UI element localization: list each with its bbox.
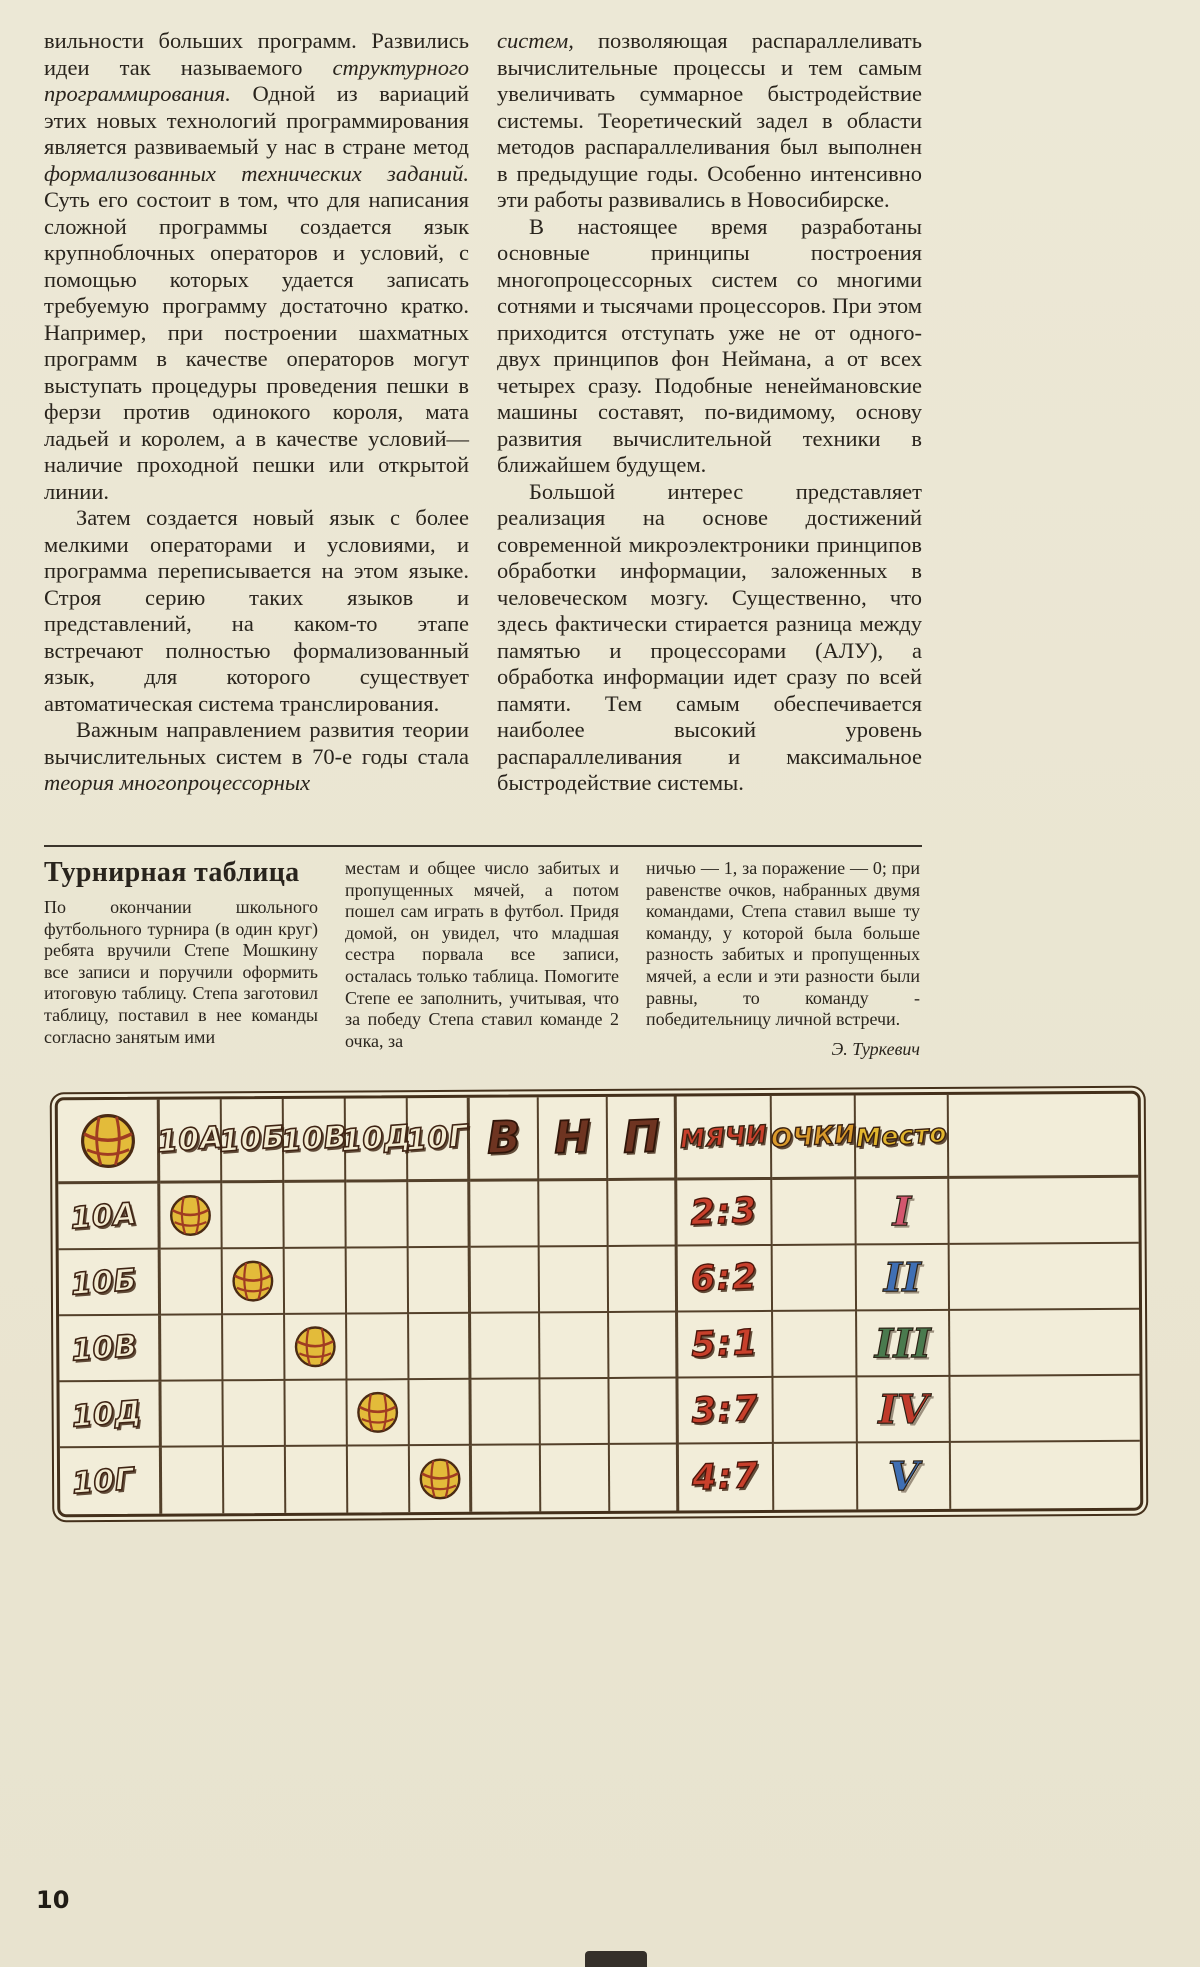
place-cell: [857, 1311, 950, 1378]
result-cell: [471, 1313, 540, 1379]
team-row-label: 10Д: [70, 1393, 143, 1435]
puzzle-author: Э. Туркевич: [831, 1038, 920, 1059]
match-cell: [285, 1249, 347, 1315]
puzzle-title: Турнирная таблица: [44, 857, 300, 888]
team-row-label-cell: [59, 1382, 161, 1449]
puzzle-column-2-text: [345, 858, 619, 1052]
football-icon: [231, 1259, 275, 1303]
result-cell: [609, 1379, 678, 1445]
points-cell: [772, 1179, 856, 1246]
result-cell: [610, 1445, 679, 1511]
table-header-result: [539, 1097, 609, 1181]
match-cell: [346, 1182, 408, 1248]
result-cell: [472, 1445, 541, 1511]
match-cell: [409, 1314, 471, 1380]
team-row-label: 10Б: [69, 1262, 139, 1302]
result-cell: [471, 1379, 540, 1445]
match-cell: [161, 1249, 223, 1315]
match-cell: [347, 1314, 409, 1380]
team-row-label-cell: [58, 1184, 160, 1251]
team-header-label: 10Д: [339, 1118, 413, 1159]
goals-value: 4:7: [691, 1455, 760, 1499]
table-header-team: [339, 1098, 413, 1182]
result-cell: [471, 1247, 540, 1313]
empty-cell: [950, 1376, 1139, 1443]
match-cell: [409, 1380, 471, 1446]
place-value: II: [883, 1253, 922, 1301]
points-cell: [774, 1443, 858, 1510]
puzzle-column-2: [345, 858, 619, 1060]
table-corner-cell: [58, 1100, 161, 1185]
paragraph: систем, позволяющая распараллеливать вычислительные процессы и тем самым увеличивать суммарное быстродействие системы. Теоретический задел в области методов распараллеливания был выполнен в предыдущие годы. Особенно интенсивно эти работы развивались в Новосибирске.: [497, 28, 922, 212]
paragraph: вильности больших программ. Развились идеи так называемого структурного программирования. Одной из вариаций этих новых технологий программирования является развиваемый у нас в стране метод формализованных технических заданий. Суть его состоит в том, что для написания сложной программы создается язык крупноблочных операторов и условий, с помощью которых удается записать требуемую программу достаточно кратко. Например, при построении шахматных программ в качестве операторов могут выступать процедуры проведения пешки в ферзи против одинокого короля, мата ладьей и королем, а в качестве условий—наличие проходной пешки или открытой линии.: [44, 28, 469, 504]
points-cell: [773, 1377, 857, 1444]
goals-cell: [678, 1378, 773, 1445]
table-header-team: [279, 1099, 349, 1183]
table-header-team: [405, 1098, 471, 1182]
football-icon: [417, 1457, 461, 1501]
match-cell: [223, 1315, 285, 1381]
empty-cell: [951, 1442, 1140, 1509]
match-cell: [347, 1248, 409, 1314]
result-cell: [540, 1313, 609, 1379]
table-header-team: [217, 1099, 287, 1183]
match-cell: [348, 1446, 410, 1512]
stat-header-label: МЯЧИ: [679, 1119, 768, 1154]
match-cell: [224, 1447, 286, 1513]
puzzle-column-3: [646, 858, 920, 1060]
tournament-table: [55, 1091, 1144, 1518]
match-cell: [162, 1447, 224, 1513]
result-header-label: П: [621, 1111, 661, 1164]
points-cell: [773, 1245, 857, 1312]
article-right-column: [497, 28, 922, 797]
match-cell: [286, 1447, 348, 1513]
table-header-result: [470, 1097, 540, 1181]
puzzle-section: [44, 858, 922, 1060]
match-cell: [285, 1315, 347, 1381]
team-row-label-cell: [60, 1448, 162, 1515]
empty-cell: [949, 1178, 1138, 1245]
table-header-stat: [769, 1095, 857, 1180]
place-value: V: [887, 1452, 920, 1500]
team-header-label: 10Б: [217, 1119, 287, 1160]
football-icon: [356, 1390, 400, 1434]
paragraph: местам и общее число забитых и пропущенных мячей, а потом пошел сам играть в футбол. Придя домой, он увидел, что младшая сестра порвала все записи, осталась только таблица. Помогите Степе ее заполнить, учитывая, что за победу Степа ставил команде 2 очка, за: [345, 858, 619, 1051]
result-cell: [541, 1445, 610, 1511]
table-header-empty: [949, 1094, 1139, 1179]
match-cell: [284, 1183, 346, 1249]
team-header-label: 10А: [155, 1120, 225, 1160]
table-header-stat: [856, 1095, 950, 1180]
match-cell: [285, 1381, 347, 1447]
result-header-label: В: [485, 1111, 522, 1165]
goals-value: 5:1: [690, 1322, 760, 1366]
puzzle-column-1: [44, 858, 318, 1060]
article-left-column: [44, 28, 469, 797]
match-cell: [347, 1380, 409, 1446]
puzzle-column-3-text: [646, 858, 920, 1031]
match-cell: [160, 1183, 222, 1249]
article-top: [44, 28, 922, 797]
place-cell: [858, 1443, 951, 1510]
place-value: I: [892, 1187, 912, 1235]
match-cell: [223, 1249, 285, 1315]
team-row-label: 10Г: [70, 1461, 136, 1501]
points-cell: [773, 1311, 857, 1378]
result-cell: [609, 1313, 678, 1379]
football-icon: [168, 1193, 212, 1237]
team-row-label: 10А: [69, 1196, 139, 1236]
team-header-label: 10Г: [405, 1118, 470, 1159]
puzzle-column-1-text: [44, 897, 318, 1048]
goals-cell: [678, 1312, 773, 1379]
result-header-label: Н: [553, 1111, 592, 1164]
match-cell: [222, 1183, 284, 1249]
team-row-label-cell: [59, 1250, 161, 1317]
goals-value: 2:3: [689, 1190, 759, 1234]
match-cell: [410, 1446, 472, 1512]
result-cell: [609, 1247, 678, 1313]
empty-cell: [950, 1310, 1139, 1377]
tournament-table-illustration: [55, 1091, 1144, 1518]
paragraph: ничью — 1, за поражение — 0; при равенстве очков, набранных двумя командами, Степа ставил выше ту команду, у которой была больше разность забитых и пропущенных мячей, а если и эти разности были равны, то команду - победительницу личной встречи.: [646, 858, 920, 1030]
table-header-stat: [677, 1096, 773, 1181]
result-cell: [608, 1181, 677, 1247]
place-cell: [857, 1245, 950, 1312]
paragraph: Важным направлением развития теории вычислительных систем в 70-е годы стала теория многопроцессорных: [44, 717, 469, 795]
place-cell: [857, 1377, 950, 1444]
team-header-label: 10В: [279, 1119, 349, 1160]
place-value: III: [874, 1319, 931, 1367]
stat-header-label: Место: [855, 1118, 948, 1153]
match-cell: [161, 1315, 223, 1381]
scan-artifact: [585, 1951, 647, 1967]
paragraph: В настоящее время разработаны основные принципы построения многопроцессорных систем со многими сотнями и тысячами процессоров. При этом приходится отступать уже не от одного-двух принципов фон Неймана, а от всех четырех сразу. Подобные ненеймановские машины составят, по-видимому, основу развития вычислительной техники в ближайшем будущем.: [497, 213, 922, 477]
team-row-label-cell: [59, 1316, 161, 1383]
paragraph: По окончании школьного футбольного турнира (в один круг) ребята вручили Степе Мошкину все записи и поручили оформить итоговую таблицу. Степа заготовил таблицу, поставил в нее команды согласно занятым ими: [44, 897, 318, 1047]
empty-cell: [950, 1244, 1139, 1311]
result-cell: [539, 1181, 608, 1247]
page-number: 10: [36, 1886, 70, 1914]
goals-cell: [679, 1444, 774, 1511]
match-cell: [223, 1381, 285, 1447]
table-header-team: [155, 1099, 225, 1183]
place-cell: [856, 1179, 949, 1246]
match-cell: [409, 1248, 471, 1314]
table-header-result: [608, 1097, 678, 1181]
paragraph: Затем создается новый язык с более мелкими операторами и условиями, и программа переписывается на этом языке. Строя серию таких языков и представлений, на каком-то этапе встречают полностью формализованный язык, для которого существует автоматическая система транслирования.: [44, 505, 469, 716]
football-icon: [78, 1111, 136, 1169]
goals-cell: [678, 1246, 773, 1313]
result-cell: [540, 1247, 609, 1313]
section-divider: [44, 845, 922, 847]
place-value: IV: [878, 1385, 929, 1433]
goals-value: 6:2: [689, 1256, 759, 1300]
stat-header-label: ОЧКИ: [769, 1119, 857, 1154]
match-cell: [161, 1381, 223, 1447]
goals-cell: [677, 1180, 772, 1247]
goals-value: 3:7: [690, 1388, 760, 1432]
match-cell: [408, 1182, 470, 1248]
result-cell: [470, 1181, 539, 1247]
football-icon: [293, 1325, 337, 1369]
paragraph: Большой интерес представляет реализация на основе достижений современной микроэлектроники принципов обработки информации, заложенных в человеческом мозгу. Существенно, что здесь фактически стирается разница между памятью и процессорами (АЛУ), а обработка информации идет сразу по всей памяти. Тем самым обеспечивается наиболее высокий уровень распараллеливания и максимальное быстродействие системы.: [497, 478, 922, 795]
team-row-label: 10В: [70, 1328, 139, 1368]
result-cell: [540, 1379, 609, 1445]
